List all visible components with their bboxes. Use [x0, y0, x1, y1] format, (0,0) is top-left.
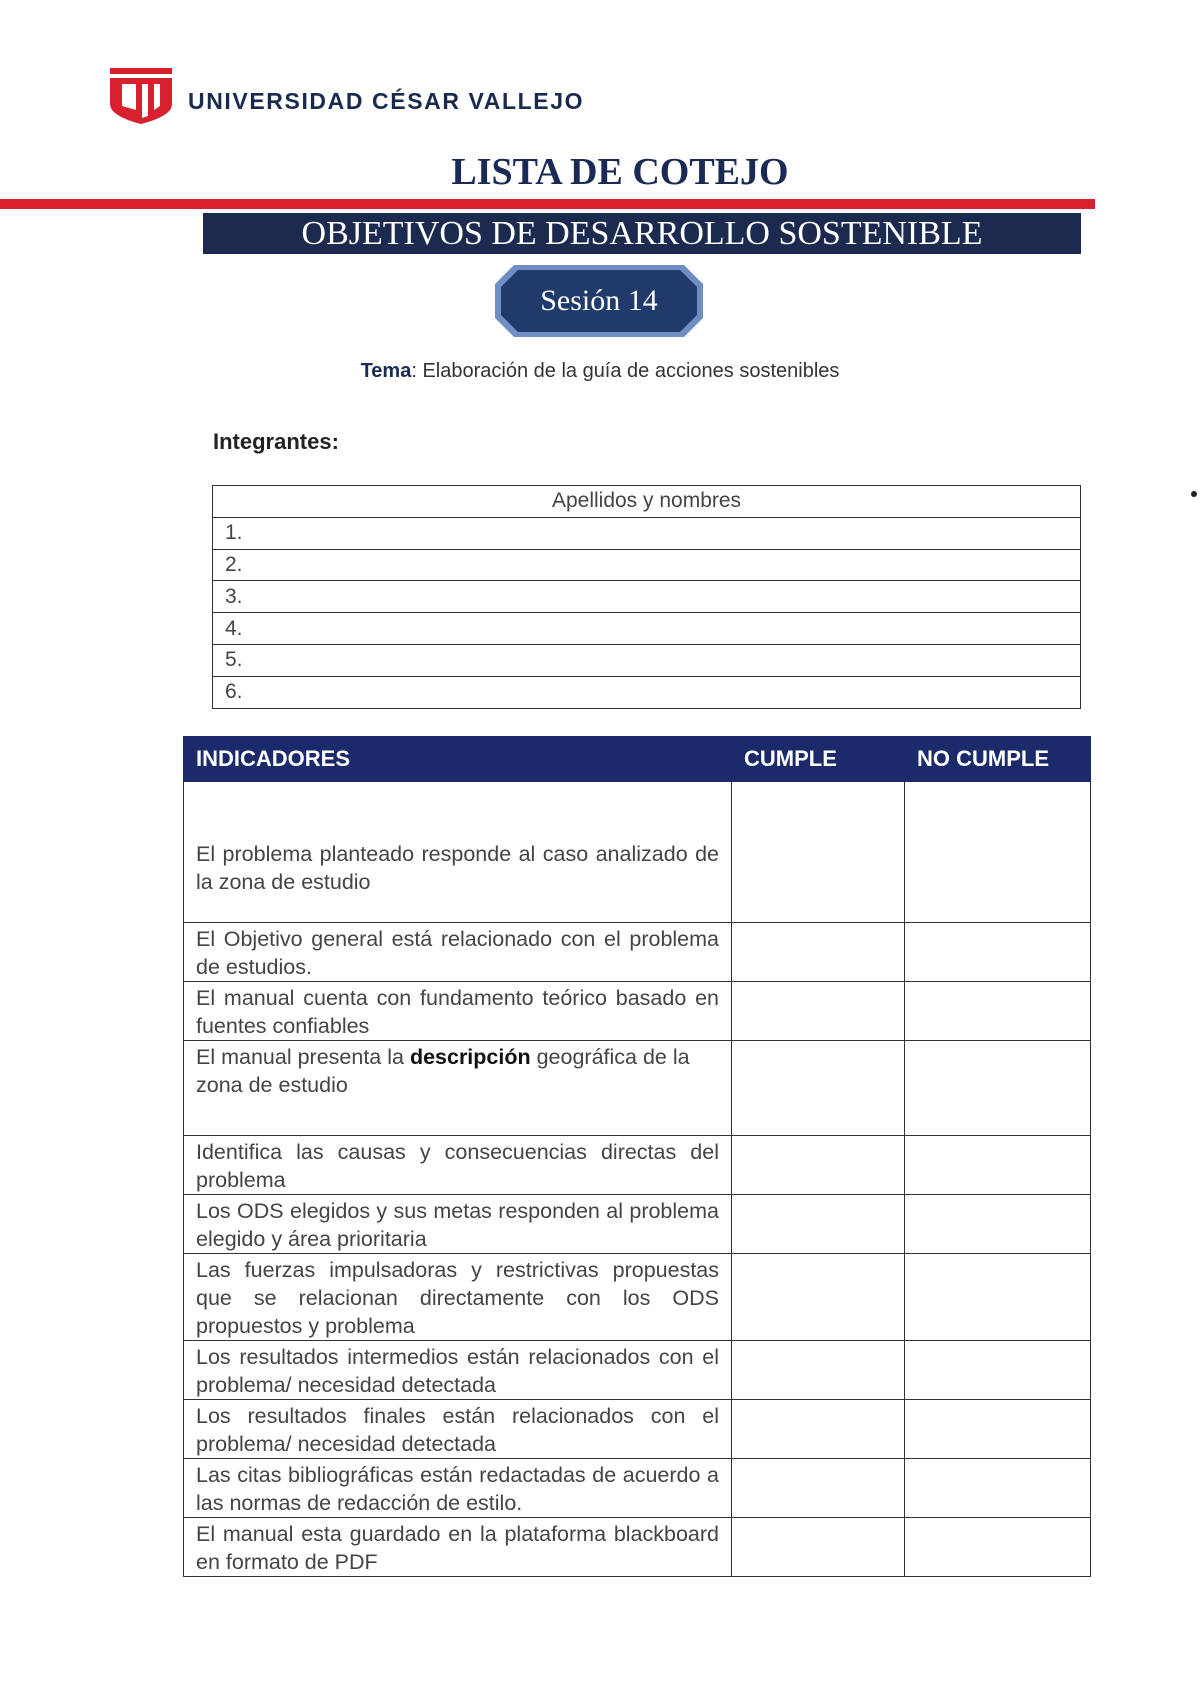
- indicator-row: [184, 1195, 1091, 1254]
- subtitle-banner: OBJETIVOS DE DESARROLLO SOSTENIBLE: [203, 213, 1081, 254]
- integrantes-label: Integrantes:: [213, 429, 339, 454]
- no-cumple-cell[interactable]: [905, 782, 1091, 923]
- indicator-row: [184, 1254, 1091, 1341]
- indicator-row: [184, 1041, 1091, 1136]
- page-title: LISTA DE COTEJO: [451, 151, 789, 193]
- cumple-cell[interactable]: [732, 1518, 905, 1577]
- cumple-cell[interactable]: [732, 782, 905, 923]
- session-badge: [492, 262, 706, 340]
- indicators-header: INDICADORES: [184, 737, 732, 782]
- member-number: 2.: [213, 549, 1081, 581]
- no-cumple-cell[interactable]: [905, 1041, 1091, 1136]
- indicator-text: El Objetivo general está relacionado con el problema de estudios.: [184, 923, 732, 982]
- university-crest-icon: [108, 64, 174, 126]
- cumple-cell[interactable]: [732, 1195, 905, 1254]
- indicator-row: [184, 1518, 1091, 1577]
- session-label: Sesión 14: [540, 284, 658, 317]
- member-number: 1.: [213, 517, 1081, 549]
- indicator-text-after: geográfica de la zona de estudio: [196, 1045, 690, 1097]
- indicator-row: [184, 982, 1091, 1041]
- indicator-text: Los resultados finales están relacionados con el problema/ necesidad detectada: [184, 1400, 732, 1459]
- university-logo: [108, 64, 668, 126]
- tema-value: : Elaboración de la guía de acciones sostenibles: [411, 360, 840, 382]
- no-cumple-cell[interactable]: [905, 1195, 1091, 1254]
- indicator-row: [184, 1341, 1091, 1400]
- red-divider: [0, 199, 1095, 209]
- university-name: UNIVERSIDAD CÉSAR VALLEJO: [188, 88, 585, 114]
- no-cumple-cell[interactable]: [905, 982, 1091, 1041]
- member-number: 5.: [213, 644, 1081, 676]
- tema-line: [0, 360, 1200, 383]
- indicator-text: Las citas bibliográficas están redactadas de acuerdo a las normas de redacción de estilo.: [184, 1459, 732, 1518]
- member-number: 6.: [213, 676, 1081, 708]
- cumple-header: CUMPLE: [732, 737, 905, 782]
- indicator-text-before: El manual presenta la: [196, 1045, 410, 1069]
- no-cumple-cell[interactable]: [905, 1136, 1091, 1195]
- member-row[interactable]: [213, 517, 1081, 549]
- member-number: 3.: [213, 581, 1081, 613]
- cumple-cell[interactable]: [732, 1254, 905, 1341]
- indicator-text: El manual cuenta con fundamento teórico basado en fuentes confiables: [184, 982, 732, 1041]
- cumple-cell[interactable]: [732, 1341, 905, 1400]
- indicator-text-bold: descripción: [409, 1045, 531, 1069]
- indicator-text: [184, 1041, 732, 1136]
- no-cumple-cell[interactable]: [905, 1341, 1091, 1400]
- indicators-header-row: [184, 737, 1091, 782]
- no-cumple-cell[interactable]: [905, 1400, 1091, 1459]
- indicator-row: [184, 1459, 1091, 1518]
- cumple-cell[interactable]: [732, 923, 905, 982]
- member-row[interactable]: [213, 581, 1081, 613]
- cumple-cell[interactable]: [732, 1041, 905, 1136]
- indicator-row: [184, 1136, 1091, 1195]
- member-row[interactable]: [213, 644, 1081, 676]
- indicator-row: [184, 1400, 1091, 1459]
- members-table: [212, 485, 1081, 709]
- members-header-row: [213, 486, 1081, 518]
- member-row[interactable]: [213, 676, 1081, 708]
- indicator-text: Los ODS elegidos y sus metas responden al problema elegido y área prioritaria: [184, 1195, 732, 1254]
- indicator-row: [184, 782, 1091, 923]
- cumple-cell[interactable]: [732, 982, 905, 1041]
- margin-mark: [1191, 491, 1197, 497]
- indicator-row: [184, 923, 1091, 982]
- indicator-text: Los resultados intermedios están relacionados con el problema/ necesidad detectada: [184, 1341, 732, 1400]
- tema-label: Tema: [360, 360, 412, 382]
- no-cumple-cell[interactable]: [905, 1518, 1091, 1577]
- cumple-cell[interactable]: [732, 1136, 905, 1195]
- indicator-text: Identifica las causas y consecuencias directas del problema: [184, 1136, 732, 1195]
- indicator-text: El manual esta guardado en la plataforma blackboard en formato de PDF: [184, 1518, 732, 1577]
- indicator-text: Las fuerzas impulsadoras y restrictivas propuestas que se relacionan directamente con los ODS propuestos y problema: [184, 1254, 732, 1341]
- member-row[interactable]: [213, 549, 1081, 581]
- member-number: 4.: [213, 613, 1081, 645]
- member-row[interactable]: [213, 613, 1081, 645]
- indicators-table: [183, 736, 1091, 1577]
- no-cumple-cell[interactable]: [905, 1459, 1091, 1518]
- cumple-cell[interactable]: [732, 1400, 905, 1459]
- cumple-cell[interactable]: [732, 1459, 905, 1518]
- indicator-text: El problema planteado responde al caso analizado de la zona de estudio: [184, 782, 732, 923]
- no-cumple-cell[interactable]: [905, 1254, 1091, 1341]
- members-column-header: Apellidos y nombres: [213, 486, 1081, 518]
- no-cumple-cell[interactable]: [905, 923, 1091, 982]
- no-cumple-header: NO CUMPLE: [905, 737, 1091, 782]
